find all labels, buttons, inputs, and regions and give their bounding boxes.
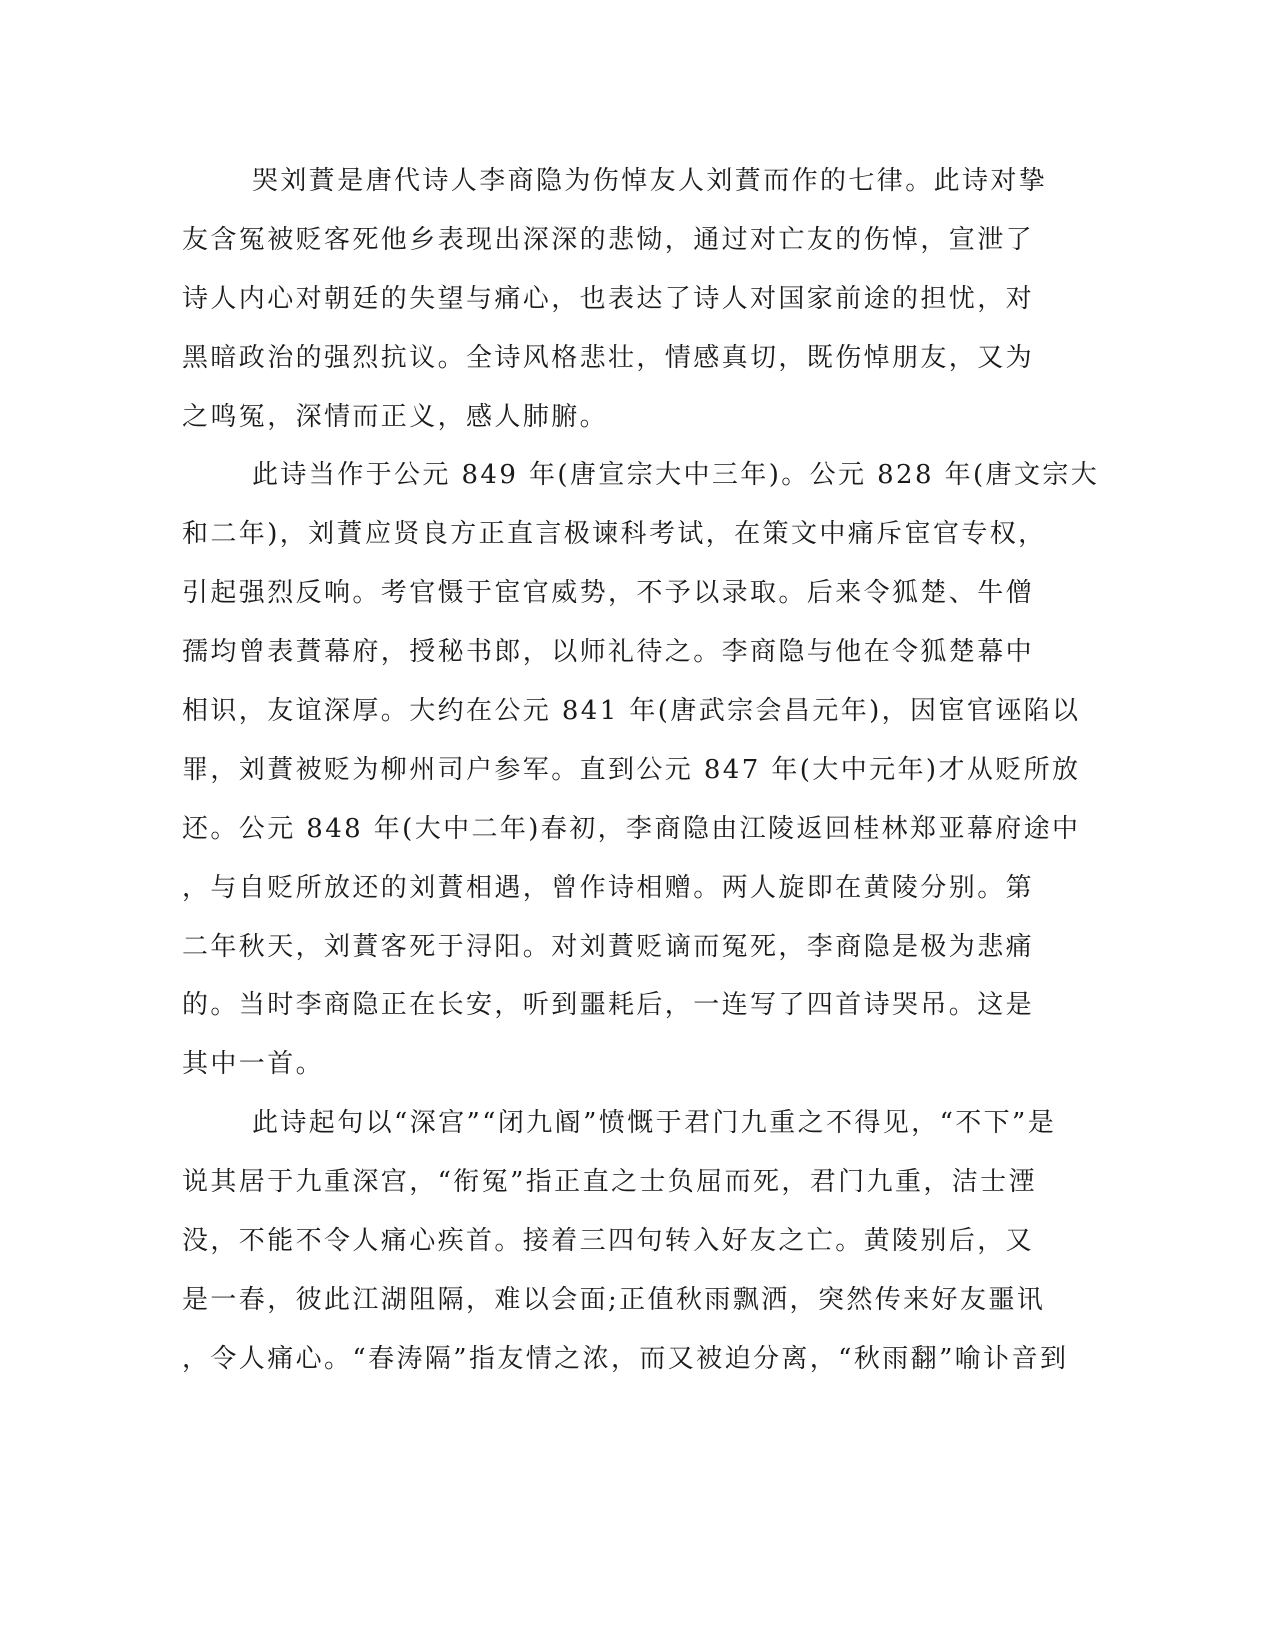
text-line: 黑暗政治的强烈抗议。全诗风格悲壮，情感真切，既伤悼朋友，又为 — [182, 342, 1035, 373]
text-line: 之鸣冤，深情而正义，感人肺腑。 — [182, 401, 609, 432]
text-line: 的。当时李商隐正在长安，听到噩耗后，一连写了四首诗哭吊。这是 — [182, 990, 1035, 1021]
body-text — [182, 152, 1100, 1389]
text-line: 是一春，彼此江湖阻隔，难以会面;正值秋雨飘洒，突然传来好友噩讯 — [182, 1284, 1046, 1315]
paragraph-1 — [182, 152, 1048, 446]
text-line: 其中一首。 — [182, 1049, 325, 1080]
text-line: ，与自贬所放还的刘蕡相遇，曾作诗相赠。两人旋即在黄陵分别。第 — [182, 872, 1035, 903]
text-line: 和二年)，刘蕡应贤良方正直言极谏科考试，在策文中痛斥宦官专权， — [182, 519, 1047, 550]
text-line: 引起强烈反响。考官慑于宦官威势，不予以录取。后来令狐楚、牛僧 — [182, 578, 1035, 609]
text-line: 没，不能不令人痛心疾首。接着三四句转入好友之亡。黄陵别后，又 — [182, 1226, 1035, 1257]
text-line: 二年秋天，刘蕡客死于浔阳。对刘蕡贬谪而冤死，李商隐是极为悲痛 — [182, 931, 1035, 962]
text-line: 还。公元 848 年(大中二年)春初，李商隐由江陵返回桂林郑亚幕府途中 — [182, 813, 1081, 844]
text-line: 诗人内心对朝廷的失望与痛心，也表达了诗人对国家前途的担忧，对 — [182, 283, 1035, 314]
text-line: ，令人痛心。“春涛隔”指友情之浓，而又被迫分离，“秋雨翻”喻讣音到 — [182, 1343, 1069, 1374]
text-line: 孺均曾表蕡幕府，授秘书郎，以师礼待之。李商隐与他在令狐楚幕中 — [182, 637, 1035, 668]
paragraph-2 — [182, 446, 1100, 1094]
text-line: 此诗起句以“深宫”“闭九阍”愤慨于君门九重之不得见，“不下”是 — [252, 1108, 1057, 1139]
paragraph-3 — [182, 1094, 1069, 1388]
text-line: 罪，刘蕡被贬为柳州司户参军。直到公元 847 年(大中元年)才从贬所放 — [182, 754, 1081, 785]
text-line: 友含冤被贬客死他乡表现出深深的悲恸，通过对亡友的伤悼，宣泄了 — [182, 224, 1035, 255]
text-line: 此诗当作于公元 849 年(唐宣宗大中三年)。公元 828 年(唐文宗大 — [252, 460, 1100, 491]
text-line: 说其居于九重深宫，“衔冤”指正直之士负屈而死，君门九重，洁士湮 — [182, 1167, 1037, 1198]
text-line: 哭刘蕡是唐代诗人李商隐为伤悼友人刘蕡而作的七律。此诗对挚 — [252, 166, 1048, 196]
text-line: 相识，友谊深厚。大约在公元 841 年(唐武宗会昌元年)，因宦官诬陷以 — [182, 696, 1081, 727]
